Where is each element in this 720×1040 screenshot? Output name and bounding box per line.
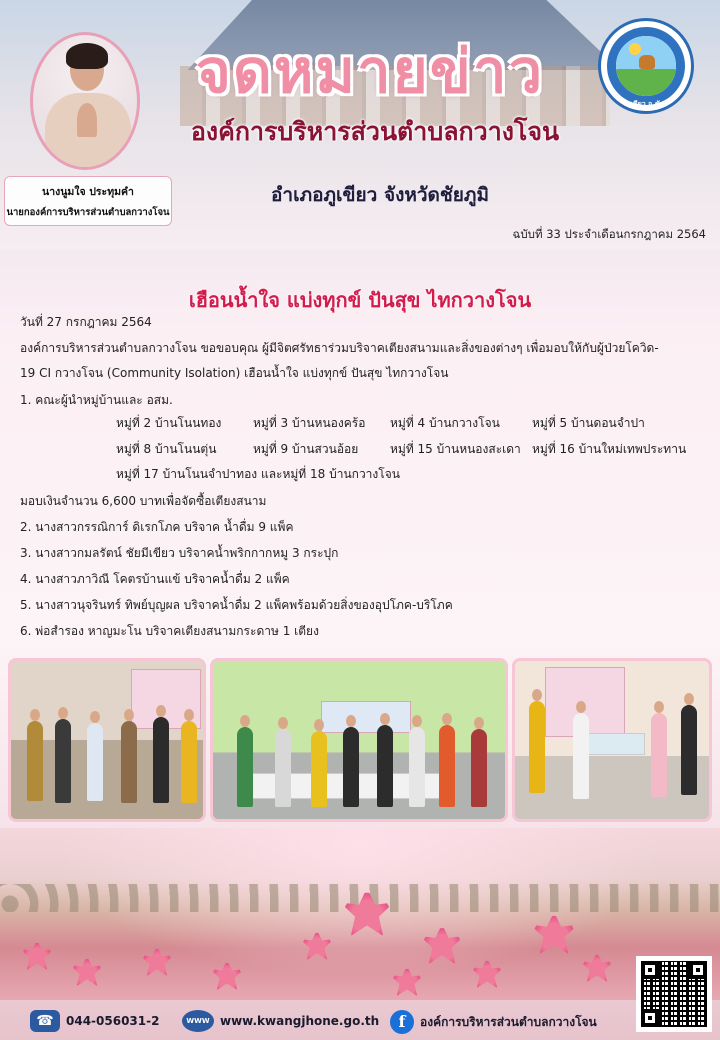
item-2: 2. นางสาวกรรณิการ์ ดิเรกโภค บริจาค น้ำดื่ม 9 แพ็ค [20,520,294,534]
facebook-page-name[interactable]: องค์การบริหารส่วนตำบลกวางโจน [420,1014,597,1029]
footer-contact-bar [0,1002,720,1040]
village: หมู่ที่ 8 บ้านโนนตุ่น [116,442,217,456]
organization-logo [598,18,694,114]
event-photo-3 [512,658,712,822]
village: หมู่ที่ 5 บ้านดอนจำปา [532,416,645,430]
facebook-icon: f [390,1010,414,1034]
village: หมู่ที่ 4 บ้านกวางโจน [390,416,500,430]
village: หมู่ที่ 9 บ้านสวนอ้อย [253,442,359,456]
article-date: วันที่ 27 กรกฎาคม 2564 [20,315,152,329]
item-1: 1. คณะผู้นำหมู่บ้านและ อสม. [20,393,173,407]
phone-icon: ☎ [30,1010,60,1032]
footer-facebook[interactable] [390,1010,597,1034]
item-5: 5. นางสาวนุจรินทร์ ทิพย์บุญผล บริจาคน้ำดื่ม 2 แพ็คพร้อมด้วยสิ่งของอุปโภค-บริโภค [20,598,453,612]
mayor-name: นางนูมใจ ประทุมคำ [42,186,134,198]
issue-number: ฉบับที่ 33 ประจำเดือนกรกฎาคม 2564 [512,227,706,241]
item-4: 4. นางสาวภาวิณี โคตรบ้านแข้ บริจาคน้ำดื่ม 2 แพ็ค [20,572,290,586]
mayor-title: นายกองค์การบริหารส่วนตำบลกวางโจน [6,207,170,218]
organization-name: องค์การบริหารส่วนตำบลกวางโจน [190,117,560,146]
village: หมู่ที่ 2 บ้านโนนทอง [116,416,222,430]
footer-phone [30,1010,159,1032]
village: หมู่ที่ 17 บ้านโนนจำปาทอง และหมู่ที่ 18 บ้านกวางโจน [116,467,400,481]
flower-field-background [0,828,720,1000]
article-intro-line-2: 19 CI กวางโจน (Community Isolation) เฮือนน้ำใจ แบ่งทุกข์ ปันสุข ไทกวางโจน [20,366,449,380]
mayor-portrait [30,32,140,170]
logo-text: อ.ภูเขียว จ.ชัยภูมิ [619,100,673,108]
www-icon: WWW [182,1010,214,1032]
footer-website[interactable] [182,1010,379,1032]
website-link[interactable]: www.kwangjhone.go.th [220,1014,380,1028]
event-photo-1 [8,658,206,822]
event-photo-2 [210,658,508,822]
donation-line: มอบเงินจำนวน 6,600 บาทเพื่อจัดซื้อเตียงสนาม [20,494,267,508]
phone-number: 044-056031-2 [66,1014,160,1028]
newsletter-title: จดหมายข่าว [195,37,545,107]
district-line: อำเภอภูเขียว จังหวัดชัยภูมิ [271,184,489,206]
village: หมู่ที่ 16 บ้านใหม่เทพประทาน [532,442,687,456]
village: หมู่ที่ 3 บ้านหนองคร้อ [253,416,366,430]
village: หมู่ที่ 15 บ้านหนองสะเดา [390,442,521,456]
mayor-name-box [4,176,172,226]
item-6: 6. พ่อสำรอง หาญมะโน บริจาคเตียงสนามกระดาษ 1 เตียง [20,624,319,638]
item-3: 3. นางสาวกมลรัตน์ ชัยมีเขียว บริจาคน้ำพริกกากหมู 3 กระปุก [20,546,339,560]
article-intro-line-1: องค์การบริหารส่วนตำบลกวางโจน ขอขอบคุณ ผู้มีจิตศรัทธาร่วมบริจาคเตียงสนามและสิ่งของต่างๆ เพื่อมอบให้กับผู้ป่วยโควิด- [20,341,659,355]
article-headline: เฮือนน้ำใจ แบ่งทุกข์ ปันสุข ไทกวางโจน [188,288,532,312]
